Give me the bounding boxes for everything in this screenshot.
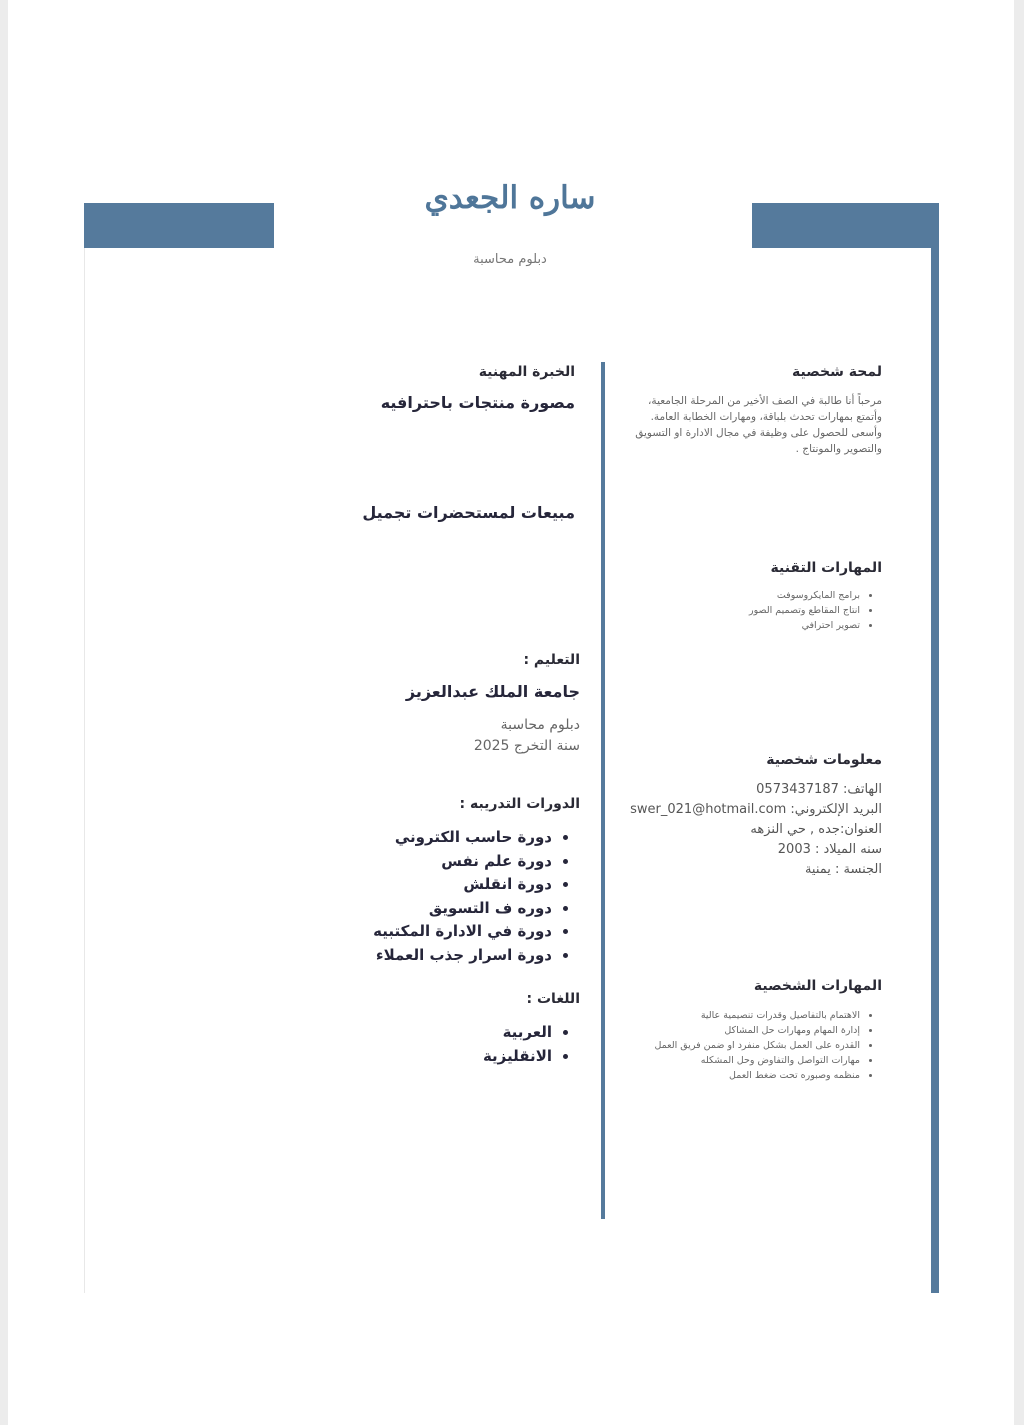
list-item: • دورة حاسب الكتروني [330, 826, 552, 850]
personal-info-list [612, 780, 882, 880]
tech-skills-heading: المهارات التقنية [770, 560, 882, 576]
languages-heading: اللغات : [526, 991, 580, 1007]
list-item: • القدره على العمل بشكل منفرد او ضمن فريق العمل [612, 1038, 860, 1053]
address-line: العنوان:جده , حي النزهه [750, 822, 882, 837]
list-item: • دورة في الادارة المكتبيه [330, 920, 552, 944]
job-title: مبيعات لمستحضرات تجميل [362, 503, 575, 522]
list-item: • الاهتمام بالتفاصيل وقدرات تنصيمية عالية [612, 1008, 860, 1023]
education-heading: التعليم : [523, 652, 580, 668]
profile-heading: لمحة شخصية [792, 364, 882, 380]
list-item: • العربية [400, 1021, 552, 1045]
phone-line: الهاتف: 0573437187 [756, 782, 882, 797]
list-item: • دورة اسرار جذب العملاء [330, 944, 552, 968]
profile-line: مرحباً أنا طالبة في الصف الأخير من المرحلة الجامعية، [648, 395, 882, 407]
list-item: • إدارة المهام ومهارات حل المشاكل [612, 1023, 860, 1038]
left-border [84, 248, 85, 1293]
list-item: • انتاج المقاطع وتصميم الصور [640, 603, 860, 618]
header-band-right [752, 203, 939, 248]
university-name: جامعة الملك عبدالعزيز [405, 682, 580, 701]
right-border-rule [931, 248, 939, 1293]
graduation-line: سنة التخرج 2025 [473, 738, 580, 754]
list-item: • تصوير احترافي [640, 618, 860, 633]
list-item: • الانقليزية [400, 1045, 552, 1069]
soft-skills-heading: المهارات الشخصية [753, 978, 882, 994]
nationality-line: الجنسة : يمنية [804, 862, 882, 877]
person-name: ساره الجعدي [424, 180, 596, 216]
person-subtitle: دبلوم محاسبة [473, 252, 547, 267]
column-divider [601, 362, 605, 1219]
soft-skills-list [612, 1008, 878, 1083]
list-item: • دورة انقلش [330, 873, 552, 897]
email-line: البريد الإلكتروني: swer_021@hotmail.com [630, 802, 882, 817]
languages-list [400, 1021, 580, 1068]
list-item: • دوره ف التسويق [330, 897, 552, 921]
tech-skills-list [640, 588, 878, 633]
header-band-left [84, 203, 274, 248]
degree-line: دبلوم محاسبة [500, 717, 580, 733]
personal-info-heading: معلومات شخصية [766, 752, 882, 768]
courses-heading: الدورات التدريبه : [459, 796, 580, 812]
list-item: • برامج المايكروسوفت [640, 588, 860, 603]
experience-heading: الخبرة المهنية [478, 364, 575, 380]
courses-list [330, 826, 580, 967]
profile-line: وأتمتع بمهارات تحدث بلباقة، ومهارات الخطابة العامة. [650, 411, 882, 423]
profile-line: وأسعى للحصول على وظيفة في مجال الادارة او التسويق [635, 427, 882, 439]
profile-line: والتصوير والمونتاج . [795, 443, 882, 455]
list-item: • مهارات التواصل والتفاوض وحل المشكله [612, 1053, 860, 1068]
list-item: • دورة علم نفس [330, 850, 552, 874]
birth-year-line: سنه الميلاد : 2003 [777, 842, 882, 857]
list-item: • منظمه وصبوره تحت ضغط العمل [612, 1068, 860, 1083]
profile-text [612, 393, 882, 457]
job-title: مصورة منتجات باحترافيه [380, 393, 575, 412]
